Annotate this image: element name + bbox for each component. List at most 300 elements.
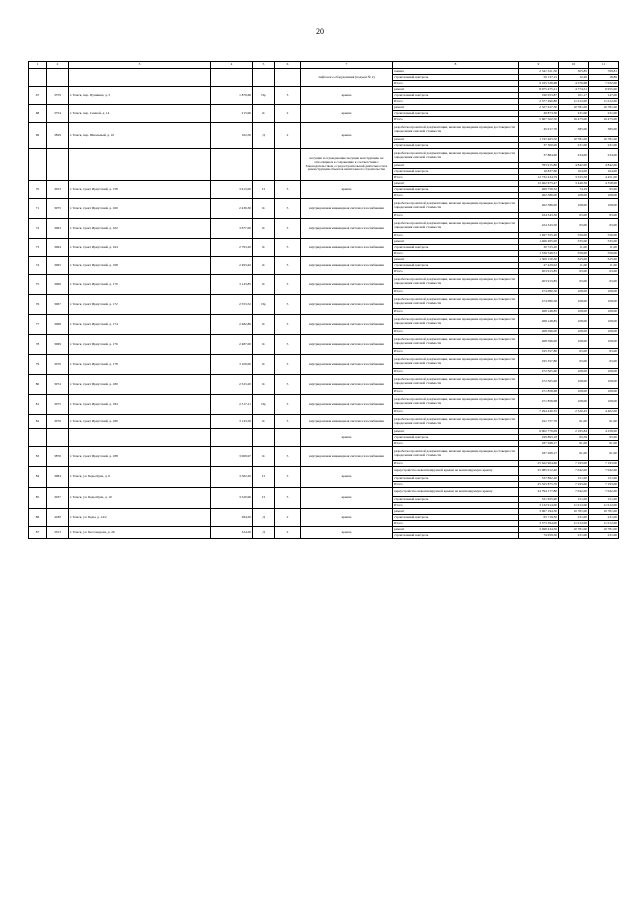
unit-cost-cell: 305,85 [559,69,589,75]
material-cell: К [253,257,275,275]
header-cell: 8 [393,62,519,69]
row-number [29,149,47,181]
floors-cell: 5 [275,335,301,355]
max-cost-cell: 7 042,00 [589,467,619,476]
work-item-cell: разработка проектной документации, включая проведение проверки достоверности определения сметной стоимости [393,447,519,461]
max-cost-cell: 108,00 [589,309,619,315]
cost-cell: 25 622 904,60 [519,461,559,467]
cost-cell: 203 913,85 [519,275,559,289]
cost-cell: 45 017,70 [519,123,559,137]
max-cost-cell: 4 358,00 [589,181,619,187]
row-number: 69 [29,123,47,149]
work-item-cell: Итого [393,521,519,527]
unit-cost-cell: 151,00 [559,497,589,503]
row-number: 78 [29,335,47,355]
max-cost-cell: 147,00 [589,93,619,99]
material-cell: К [253,335,275,355]
unit-cost-cell: 11 012,00 [559,521,589,527]
unit-cost-cell: 7 042,00 [559,488,589,497]
object-code: 3066 [47,275,69,295]
cost-cell: 25 325 875,70 [519,482,559,488]
work-type-cell: крыша [301,527,393,539]
unit-cost-cell: 10 781,00 [559,105,589,111]
max-cost-cell: 231,00 [589,515,619,521]
area-cell: 3 143,56 [211,415,253,429]
work-item-cell: разработка проектной документации, включая проведение проверки достоверности определения сметной стоимости [393,123,519,137]
header-cell: 9 [519,62,559,69]
cost-cell: 262 586,00 [519,199,559,213]
work-item-cell: разработка проектной документации, включая проведение проверки достоверности определения сметной стоимости [393,375,519,389]
cost-cell: 50 137,15 [519,75,559,81]
work-item-cell: Итого [393,99,519,105]
cost-cell: 6 902 779,09 [519,429,559,435]
work-item-cell: разработка проектной документации, включая проведение проверки достоверности определения сметной стоимости [393,295,519,309]
cost-cell: 3 067 194,50 [519,509,559,515]
row-number: 82 [29,415,47,429]
address-cell: г. Томск, тракт Иркутский, д. 184 [69,395,211,415]
max-cost-cell: 108,00 [589,315,619,329]
max-cost-cell: 63,00 [589,219,619,233]
work-item-cell: ремонт [393,239,519,245]
work-type-cell: крыша [301,429,393,447]
work-item-cell: Итого [393,409,519,415]
unit-cost-cell: 151,00 [559,476,589,482]
area-cell [211,429,253,447]
area-cell: 2 517,21 [211,395,253,415]
row-number: 68 [29,105,47,123]
work-item-cell: строительный контроль [393,515,519,521]
work-type-cell: крыша [301,488,393,509]
work-item-cell: строительный контроль [393,75,519,81]
unit-cost-cell: 63,00 [559,269,589,275]
floors-cell: 5 [275,257,301,275]
object-code: 3084 [47,467,69,488]
address-cell: г. Томск, тракт Иркутский, д. 162 [69,219,211,239]
table-row [29,295,619,309]
floors-cell: 5 [275,295,301,315]
max-cost-cell: 108,00 [589,389,619,395]
floors-cell: 2 [275,123,301,149]
header-cell: 4 [211,62,253,69]
floors-cell: 5 [275,355,301,375]
address-cell [69,69,211,87]
floors-cell: 5 [275,467,301,488]
area-cell: 2 793,20 [211,239,253,257]
header-cell: 5 [253,62,275,69]
work-type-cell: внутридомовая инженерная система газоснабжения [301,239,393,257]
cost-cell: 30 725,20 [519,245,559,251]
work-item-cell: Итого [393,81,519,87]
table-row [29,355,619,369]
cost-cell: 274 080,56 [519,295,559,309]
max-cost-cell: 108,00 [589,335,619,349]
table-row [29,415,619,429]
object-code: 4180 [47,509,69,527]
max-cost-cell: 4 258,00 [589,429,619,435]
header-cell: 7 [301,62,393,69]
area-cell: 2 439,30 [211,199,253,219]
max-cost-cell: 63,00 [589,213,619,219]
cost-cell: 531 655,90 [519,497,559,503]
work-type-cell: внутридомовая инженерная система газоснабжения [301,375,393,395]
address-cell: г. Томск, ул. Беды Кузи, д. 6 [69,467,211,488]
cost-cell: 269 759,32 [519,187,559,193]
work-item-cell: ремонт [393,527,519,533]
row-number [29,69,47,87]
work-item-cell: Итого [393,233,519,239]
unit-cost-cell: 556,00 [559,251,589,257]
address-cell [69,149,211,181]
max-cost-cell: 7 032,00 [589,81,619,87]
work-item-cell: строительный контроль [393,476,519,482]
cost-cell: 190 053,87 [519,93,559,99]
address-cell: г. Томск, ул. Беды Кузи, д. 10 [69,488,211,509]
work-item-cell: ремонт [393,137,519,143]
work-type-cell: внутридомовая инженерная система газоснабжения [301,355,393,375]
material-cell: Пр [253,295,275,315]
address-cell: г. Томск, тракт Иркутский, д. 172 [69,295,211,315]
area-cell: 1 879,66 [211,87,253,105]
area-cell: 3 562,20 [211,467,253,488]
max-cost-cell: 18,89 [589,75,619,81]
max-cost-cell: 556,00 [589,251,619,257]
address-cell: г. Томск, тракт Иркутский, д. 176 [69,335,211,355]
work-type-cell: крыша [301,105,393,123]
cost-cell: 2 377 490,80 [519,99,559,105]
work-item-cell: Итого [393,269,519,275]
max-cost-cell: 108,00 [589,289,619,295]
cost-cell: 12 732 434,79 [519,175,559,181]
object-code [47,69,69,87]
floors-cell: 5 [275,181,301,199]
unit-cost-cell: 2 320,45 [559,409,589,415]
cost-cell: 9 165 528,68 [519,81,559,87]
max-cost-cell: 535,00 [589,239,619,245]
area-cell: 215,90 [211,105,253,123]
unit-cost-cell: 63,00 [559,219,589,233]
floors-cell: 5 [275,447,301,467]
work-item-cell: ремонт [393,181,519,187]
material-cell: К [253,355,275,375]
unit-cost-cell: 108,00 [559,395,589,409]
object-code: 3076 [47,415,69,429]
unit-cost-cell: 385,00 [559,123,589,137]
work-item-cell: строительный контроль [393,435,519,441]
material-cell: К [253,415,275,429]
area-cell: 3 613,00 [211,181,253,199]
area-cell: 3 069,97 [211,447,253,467]
object-code: 3075 [47,395,69,415]
work-item-cell: Итого [393,289,519,295]
floors-cell: 5 [275,275,301,295]
work-type-cell: крыша [301,509,393,527]
cost-cell: 1 336 549,51 [519,251,559,257]
max-cost-cell: 151,00 [589,476,619,482]
work-item-cell: строительный контроль [393,263,519,269]
unit-cost-cell: 11 012,00 [559,503,589,509]
material-cell: К [253,375,275,395]
max-cost-cell: 11 012,00 [589,99,619,105]
row-number: 75 [29,275,47,295]
max-cost-cell: 63,00 [589,275,619,289]
work-item-cell: строительный контроль [393,93,519,99]
area-cell: 162,50 [211,123,253,149]
area-cell: 3 520,90 [211,488,253,509]
cost-cell: 271 858,68 [519,395,559,409]
page-number: 20 [316,27,324,36]
max-cost-cell: 10 781,00 [589,137,619,143]
area-cell [211,149,253,181]
cost-cell: 37 300,00 [519,143,559,149]
unit-cost-cell: 556,00 [559,233,589,239]
cost-cell: 27 429,02 [519,263,559,269]
work-item-cell: разработка проектной документации, включая проведение проверки достоверности определения сметной стоимости [393,199,519,213]
area-cell: 3 677,00 [211,219,253,239]
object-code: 3070 [47,355,69,375]
area-cell: 2 482,86 [211,315,253,335]
address-cell: г. Томск, тракт Иркутский, д. 170 [69,275,211,295]
max-cost-cell: 108,00 [589,193,619,199]
unit-cost-cell: 4 774,51 [559,87,589,93]
object-code: 3754 [47,105,69,123]
max-cost-cell: 556,00 [589,233,619,239]
object-code: 3074 [47,375,69,395]
work-item-cell: разработка проектной документации, включая проведение проверки достоверности определения сметной стоимости [393,219,519,233]
max-cost-cell: 4 842,00 [589,163,619,169]
unit-cost-cell: 7 193,00 [559,482,589,488]
work-item-cell: ремонт [393,105,519,111]
unit-cost-cell: 61,00 [559,415,589,429]
material-cell: П [253,467,275,488]
unit-cost-cell: 4 576,68 [559,81,589,87]
table-row [29,219,619,233]
unit-cost-cell: 108,00 [559,309,589,315]
unit-cost-cell: 63,00 [559,349,589,355]
row-number: 85 [29,488,47,509]
unit-cost-cell: 61,00 [559,441,589,447]
work-item-cell: Итого [393,309,519,315]
unit-cost-cell: 234,00 [559,149,589,163]
max-cost-cell: 769,81 [589,69,619,75]
unit-cost-cell: 108,00 [559,295,589,309]
unit-cost-cell: 535,00 [559,239,589,245]
object-code: 3553 [47,527,69,539]
floors-cell: 5 [275,375,301,395]
floors-cell [275,69,301,87]
address-cell: г. Томск, тракт Иркутский, д. 174 [69,315,211,335]
cost-cell: 3 498 434,50 [519,527,559,533]
work-type-cell: крыша [301,87,393,105]
floors-cell: 5 [275,239,301,257]
work-item-cell: разработка проектной документации, включая проведение проверки достоверности определения сметной стоимости [393,415,519,429]
unit-cost-cell: 525,00 [559,257,589,263]
cost-cell: 25 085 012,40 [519,467,559,476]
floors-cell: 2 [275,527,301,539]
max-cost-cell: 11 012,00 [589,521,619,527]
max-cost-cell: 63,00 [589,355,619,369]
unit-cost-cell: 63,00 [559,213,589,219]
unit-cost-cell: 2 195,84 [559,429,589,435]
max-cost-cell: 108,00 [589,375,619,389]
work-type-cell: внутридомовая инженерная система газоснабжения [301,447,393,467]
work-item-cell: разработка проектной документации, включая проведение проверки достоверности определения сметной стоимости [393,149,519,163]
work-item-cell: Итого [393,349,519,355]
object-code: 3053 [47,181,69,199]
unit-cost-cell: 108,00 [559,369,589,375]
floors-cell: 5 [275,488,301,509]
material-cell: П [253,488,275,509]
cost-cell: 49 873,30 [519,111,559,117]
cost-cell: 5 667 502,50 [519,117,559,123]
table-row [29,375,619,389]
object-code: 3064 [47,239,69,257]
work-item-cell: разработка проектной документации, включая проведение проверки достоверности определения сметной стоимости [393,315,519,329]
work-type-cell: внутридомовая инженерная система газоснабжения [301,295,393,315]
work-type-cell: крыша [301,467,393,488]
cost-cell: 224 343,50 [519,219,559,233]
unit-cost-cell: 11 012,00 [559,99,589,105]
cost-cell: 268 148,85 [519,315,559,329]
row-number: 81 [29,395,47,415]
area-cell: 2 493,62 [211,257,253,275]
unit-cost-cell: 3 449,39 [559,181,589,187]
header-cell: 3 [69,62,211,69]
work-item-cell: Итого [393,461,519,467]
row-number: 79 [29,355,47,375]
max-cost-cell: 385,00 [589,123,619,137]
floors-cell: 5 [275,315,301,335]
floors-cell: 5 [275,219,301,239]
work-item-cell: Итого [393,175,519,181]
cost-cell: 195 357,80 [519,349,559,355]
floors-cell: 5 [275,395,301,415]
unit-cost-cell: 231,00 [559,143,589,149]
unit-cost-cell: 10 781,00 [559,137,589,143]
max-cost-cell: 6 955,00 [589,87,619,93]
unit-cost-cell: 108,00 [559,389,589,395]
unit-cost-cell: 108,00 [559,315,589,329]
address-cell: г. Томск, пер. Школьный, д. 10 [69,123,211,149]
unit-cost-cell: 108,00 [559,289,589,295]
object-code: 3829 [47,123,69,149]
object-code: 3065 [47,257,69,275]
max-cost-cell: 231,00 [589,143,619,149]
max-cost-cell: 11,00 [589,245,619,251]
unit-cost-cell: 16 475,00 [559,117,589,123]
table-row [29,199,619,213]
max-cost-cell: 234,00 [589,149,619,163]
work-type-cell: крыша [301,181,393,199]
max-cost-cell: 16 475,00 [589,117,619,123]
max-cost-cell: 7 042,00 [589,488,619,497]
work-type-cell: внутридомовая инженерная система газоснабжения [301,335,393,355]
floors-cell: 2 [275,509,301,527]
max-cost-cell: 108,00 [589,329,619,335]
cost-cell: 65 719,50 [519,515,559,521]
unit-cost-cell: 108,00 [559,329,589,335]
material-cell: К [253,239,275,257]
max-cost-cell: 151,00 [589,497,619,503]
max-cost-cell: 108,00 [589,395,619,409]
unit-cost-cell: 231,00 [559,515,589,521]
cost-cell: 191 757,76 [519,415,559,429]
work-type-cell: внутридомовая инженерная система газоснабжения [301,315,393,335]
row-number: 76 [29,295,47,315]
object-code [47,149,69,181]
cost-cell: 1 309 150,30 [519,257,559,263]
max-cost-cell: 7 193,00 [589,482,619,488]
work-type-cell: несущие и ограждающие несущие конструкции, не относящиеся к сохранению в соответствии с Законодательством о градостроительной деятельности и реконструкции объектов капитального строительства [301,149,393,181]
unit-cost-cell: 7 193,00 [559,461,589,467]
row-number: 70 [29,181,47,199]
unit-cost-cell: 108,00 [559,193,589,199]
header-cell: 10 [559,62,589,69]
work-item-cell: строительный контроль [393,245,519,251]
unit-cost-cell: 231,00 [559,111,589,117]
work-item-cell: Итого [393,117,519,123]
material-cell: Д [253,509,275,527]
cost-cell: 272 505,60 [519,375,559,389]
header-cell: 11 [589,62,619,69]
material-cell: К [253,275,275,295]
cost-cell: 1 497 355,20 [519,233,559,239]
unit-cost-cell: 231,00 [559,533,589,539]
cost-cell: 12 462 675,47 [519,181,559,187]
material-cell: П [253,181,275,199]
max-cost-cell: 525,00 [589,257,619,263]
capital-repair-table [28,61,619,539]
material-cell: К [253,199,275,219]
unit-cost-cell: 108,00 [559,375,589,389]
max-cost-cell: 4 402,00 [589,409,619,415]
work-item-cell: переустройство невентилируемой крыши на вентилируемую крышу [393,488,519,497]
work-item-cell: Итого [393,389,519,395]
work-item-cell: Итого [393,482,519,488]
row-number: 73 [29,239,47,257]
max-cost-cell: 11,00 [589,263,619,269]
area-cell: 3 109,00 [211,355,253,375]
work-item-cell: ремонт [393,429,519,435]
unit-cost-cell: 61,00 [559,447,589,461]
max-cost-cell: 10 781,00 [589,527,619,533]
header-cell: 1 [29,62,47,69]
unit-cost-cell: 104,00 [559,169,589,175]
cost-cell: 1 745 463,50 [519,137,559,143]
area-cell: 284,50 [211,509,253,527]
work-item-cell: ремонт [393,257,519,263]
work-item-cell: Итого [393,503,519,509]
cost-cell: 783 915,80 [519,163,559,169]
cost-cell: 187 268,17 [519,441,559,447]
address-cell: г. Томск, тракт Иркутский, д. 158 [69,181,211,199]
address-cell: г. Томск, ул. Беды, д. 14/2 [69,509,211,527]
cost-cell: 7 294 430,35 [519,409,559,415]
work-item-cell: Итого [393,369,519,375]
work-item-cell: ремонт [393,509,519,515]
floors-cell: 5 [275,199,301,219]
header-cell: 6 [275,62,301,69]
material-cell: Д [253,123,275,149]
material-cell: Пр [253,87,275,105]
work-item-cell: Итого [393,213,519,219]
row-number: 87 [29,527,47,539]
max-cost-cell: 61,00 [589,415,619,429]
max-cost-cell: 4 451,00 [589,175,619,181]
work-item-cell: замена [393,69,519,75]
object-code [47,429,69,447]
cost-cell: 268 148,85 [519,309,559,315]
address-cell: г. Томск, тракт Иркутский, д. 164 [69,239,211,257]
